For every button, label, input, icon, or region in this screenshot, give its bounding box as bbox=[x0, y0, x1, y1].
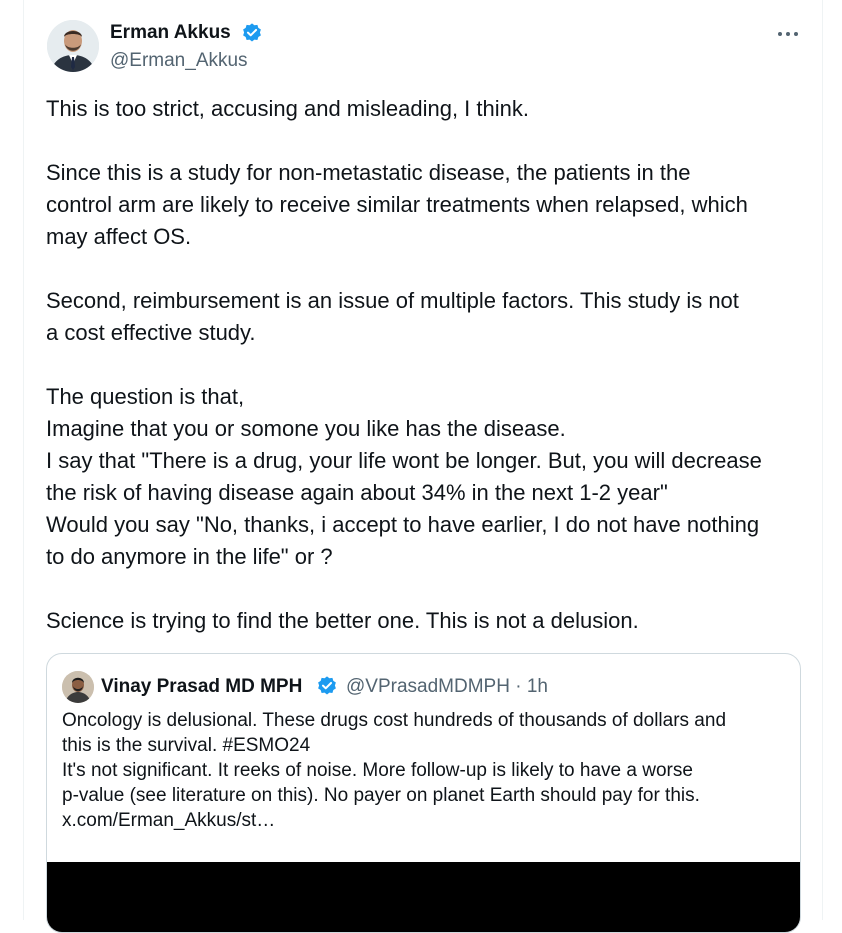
tweet-line: Imagine that you or somone you like has the disease. bbox=[46, 416, 566, 441]
quoted-line: It's not significant. It reeks of noise. More follow-up is likely to have a worse bbox=[62, 760, 693, 781]
tweet-line: the risk of having disease again about 34% in the next 1-2 year" bbox=[46, 480, 668, 505]
quoted-link[interactable]: x.com/Erman_Akkus/st… bbox=[62, 810, 276, 831]
tweet-line: may affect OS. bbox=[46, 224, 192, 249]
verified-badge-icon bbox=[241, 22, 263, 44]
tweet-text bbox=[46, 93, 806, 637]
tweet-line: a cost effective study. bbox=[46, 320, 256, 345]
quoted-handle-time[interactable]: @VPrasadMDMPH · 1h bbox=[346, 676, 548, 697]
tweet-line: I say that "There is a drug, your life wont be longer. But, you will decrease bbox=[46, 448, 762, 473]
more-icon bbox=[777, 31, 799, 37]
tweet-line: to do anymore in the life" or ? bbox=[46, 544, 333, 569]
tweet-paragraph bbox=[46, 285, 806, 349]
quoted-tweet-card[interactable] bbox=[46, 653, 801, 933]
quoted-author-avatar[interactable] bbox=[62, 671, 94, 703]
tweet-paragraph bbox=[46, 93, 806, 125]
quoted-line: p-value (see literature on this). No payer on planet Earth should pay for this. bbox=[62, 785, 700, 806]
quoted-line: Oncology is delusional. These drugs cost hundreds of thousands of dollars and bbox=[62, 710, 727, 731]
tweet-line: The question is that, bbox=[46, 384, 245, 409]
tweet-line: Would you say "No, thanks, i accept to have earlier, I do not have nothing bbox=[46, 512, 760, 537]
quoted-media[interactable] bbox=[47, 862, 800, 932]
author-handle[interactable]: @Erman_Akkus bbox=[110, 50, 248, 71]
author-avatar[interactable] bbox=[47, 20, 99, 72]
tweet-paragraph bbox=[46, 381, 806, 573]
quoted-line: this is the survival. #ESMO24 bbox=[62, 735, 311, 756]
tweet-paragraph bbox=[46, 605, 806, 637]
tweet-paragraph bbox=[46, 157, 806, 253]
more-options-button[interactable] bbox=[773, 22, 803, 46]
tweet-line: Since this is a study for non-metastatic disease, the patients in the bbox=[46, 160, 691, 185]
tweet-line: Science is trying to find the better one. This is not a delusion. bbox=[46, 608, 639, 633]
quoted-author-name[interactable]: Vinay Prasad MD MPH bbox=[101, 676, 303, 697]
quoted-tweet-text bbox=[62, 708, 792, 833]
tweet-line: control arm are likely to receive similar treatments when relapsed, which bbox=[46, 192, 748, 217]
tweet-line: This is too strict, accusing and misleading, I think. bbox=[46, 96, 529, 121]
tweet-line: Second, reimbursement is an issue of multiple factors. This study is not bbox=[46, 288, 739, 313]
author-name[interactable]: Erman Akkus bbox=[110, 22, 231, 43]
verified-badge-icon bbox=[316, 675, 338, 697]
